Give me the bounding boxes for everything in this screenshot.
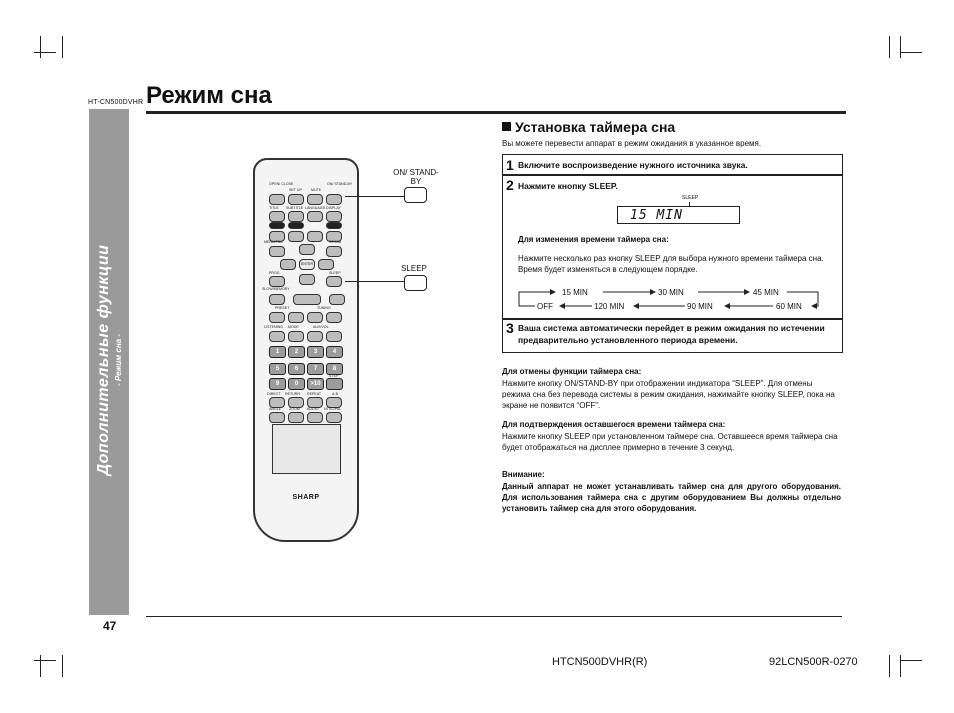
change-time-heading: Для изменения времени таймера сна: — [518, 235, 669, 244]
sequence-15-min: 15 MIN — [562, 288, 588, 297]
callout-sleep-button — [404, 275, 427, 291]
remote-label-step: STEP — [329, 374, 339, 378]
step-3-text: Ваша система автоматически перейдет в режим ожидания по истечении предварительно установленного периода времени. — [518, 323, 825, 345]
remote-menu-button — [269, 246, 285, 257]
remote-up-button — [299, 244, 315, 255]
remote-color-button — [326, 222, 342, 229]
remote-vol-down-button — [307, 331, 323, 342]
section-intro: Вы можете перевести аппарат в режим ожидания в указанное время. — [502, 139, 762, 148]
remote-number-button: 4 — [326, 346, 343, 358]
sequence-120-min: 120 MIN — [594, 302, 625, 311]
remote-left-button — [280, 259, 296, 270]
sequence-90-min: 90 MIN — [687, 302, 713, 311]
crop-mark — [900, 36, 901, 58]
remote-audio-button — [307, 412, 323, 423]
footer-code-left: HTCN500DVHR(R) — [552, 656, 648, 668]
crop-mark — [900, 655, 901, 677]
remote-label-display: DISPLAY — [326, 206, 341, 210]
remote-label-stand: ST/MID — [329, 240, 342, 244]
step-1-number: 1 — [506, 157, 514, 173]
bottom-rule — [146, 616, 842, 617]
remote-ntsc-button — [326, 412, 342, 423]
remote-control — [253, 158, 359, 542]
remote-play-button — [293, 294, 321, 305]
crop-mark — [889, 36, 890, 58]
remote-label-ntsc: NTSC/PAL — [324, 407, 342, 411]
remote-number-button: 6 — [288, 363, 305, 375]
remote-standby-button — [326, 194, 342, 205]
model-code: HT-CN500DVHR — [88, 99, 144, 106]
callout-standby-label: ON/ STAND-BY — [393, 168, 439, 186]
remote-step-button — [326, 378, 343, 390]
change-time-body: Нажмите несколько раз кнопку SLEEP для выбора нужного времени таймера сна. Время будет изменяться в следующем порядке. — [518, 254, 824, 274]
remote-label-preset: PRESET — [275, 306, 290, 310]
remote-label-slow: SLOW/MEMORY — [262, 287, 290, 291]
remote-label-tuning: TUNING — [317, 306, 331, 310]
remote-label-subtitle: SUBTITLE — [286, 206, 304, 210]
remote-rewind-button — [269, 294, 285, 305]
remote-stop-button — [329, 294, 345, 305]
remote-label-setup: SET UP — [289, 188, 302, 192]
remote-label-prog: PROG. — [269, 271, 281, 275]
section-heading — [502, 119, 675, 135]
remote-number-button: 0 — [288, 378, 305, 390]
remote-brand-logo: SHARP — [292, 494, 320, 501]
remote-label-menu: MENU/PBC — [264, 240, 283, 244]
remote-button — [288, 231, 304, 242]
remote-setup-button — [288, 194, 304, 205]
crop-mark — [62, 36, 63, 58]
remote-number-button: 8 — [326, 363, 343, 375]
remote-language-button — [307, 211, 323, 222]
caution-body: Данный аппарат не может устанавливать таймер сна для другого оборудования. Для использования таймера сна с другим оборудованием Вы должны отдельно установить таймер сна для этого оборудования. — [502, 482, 841, 513]
step-3-number: 3 — [506, 320, 514, 336]
section-heading-text: Установка таймера сна — [515, 119, 676, 135]
remote-button — [307, 231, 323, 242]
remote-number-button: 7 — [307, 363, 324, 375]
remote-listening-button — [269, 331, 285, 342]
remote-prog-button — [269, 276, 285, 287]
crop-mark — [900, 660, 922, 661]
lcd-display: 15 MIN — [617, 206, 740, 224]
side-tab-label — [95, 245, 123, 476]
confirm-body: Нажмите кнопку SLEEP при установленном таймере сна. Оставшееся время таймера сна будет отображаться на дисплее примерно в течение 3 секунд. — [502, 432, 838, 452]
remote-label-angle: ANGLE — [269, 407, 282, 411]
remote-mode-button — [288, 331, 304, 342]
step-2-number: 2 — [506, 177, 514, 193]
remote-zoom-button — [288, 412, 304, 423]
remote-number-button: 9 — [269, 378, 286, 390]
remote-number-button: 1 — [269, 346, 286, 358]
step-1-box — [502, 154, 843, 176]
step-1-text: Включите воспроизведение нужного источника звука. — [518, 160, 748, 170]
remote-vol-up-button — [326, 331, 342, 342]
remote-number-button: 2 — [288, 346, 305, 358]
remote-label-mode: MODE — [288, 325, 299, 329]
remote-label-return: RETURN — [285, 392, 300, 396]
remote-label-listening: LISTENING — [264, 325, 283, 329]
crop-mark — [889, 655, 890, 677]
remote-plus10-button: >10 — [307, 378, 324, 390]
callout-sleep-label: SLEEP — [401, 264, 427, 273]
sequence-45-min: 45 MIN — [753, 288, 779, 297]
footer-code-right: 92LCN500R-0270 — [769, 656, 858, 668]
crop-mark — [40, 655, 41, 677]
remote-label-vol: AUX/VOL — [313, 325, 329, 329]
sequence-off: OFF — [537, 302, 553, 311]
remote-stand-button — [326, 246, 342, 257]
remote-preset-down-button — [269, 312, 285, 323]
remote-label-on-standby: ON/ STAND-BY — [327, 182, 353, 186]
sequence-arrows — [515, 285, 827, 315]
page-number: 47 — [103, 619, 117, 633]
remote-mute-button — [307, 194, 323, 205]
remote-label-direct: DIRECT — [267, 392, 281, 396]
callout-standby-line — [345, 196, 404, 197]
remote-label-audio: AUDIO — [307, 407, 319, 411]
square-bullet-icon — [502, 122, 511, 131]
remote-label-zoom: ZOOM — [289, 407, 300, 411]
crop-mark — [34, 660, 56, 661]
remote-color-button — [269, 222, 285, 229]
page-title: Режим сна — [146, 82, 272, 109]
remote-label-repeat: REPEAT — [307, 392, 322, 396]
remote-color-button — [288, 222, 304, 229]
sequence-60-min: 60 MIN — [776, 302, 802, 311]
crop-mark — [900, 52, 922, 53]
side-tab-subtitle: - Режим сна - — [114, 334, 123, 386]
remote-label-ab: A-B — [332, 392, 338, 396]
remote-display-button — [326, 211, 342, 222]
display-sleep-indicator: SLEEP — [682, 195, 699, 201]
callout-sleep-line — [345, 281, 404, 282]
crop-mark — [62, 655, 63, 677]
remote-down-button — [299, 274, 315, 285]
remote-tuning-down-button — [307, 312, 323, 323]
remote-enter-button: ENTER — [299, 259, 315, 270]
remote-label-mute: MUTE — [311, 188, 322, 192]
remote-label-sleep: SLEEP — [329, 271, 341, 275]
title-rule — [146, 111, 846, 114]
remote-label-title: TITLE — [269, 206, 279, 210]
remote-angle-button — [269, 412, 285, 423]
confirm-heading: Для подтверждения оставшегося времени таймера сна: — [502, 420, 726, 429]
step-3-box — [502, 318, 843, 353]
remote-label-open-close: OPEN/ CLOSE — [269, 182, 294, 186]
remote-open-close-button — [269, 194, 285, 205]
cancel-heading: Для отмены функции таймера сна: — [502, 367, 642, 376]
crop-mark — [40, 36, 41, 58]
remote-number-button: 5 — [269, 363, 286, 375]
step-2-text: Нажмите кнопку SLEEP. — [518, 181, 618, 191]
remote-label-language: LANGUAGE — [305, 206, 325, 210]
side-tab-title: Дополнительные функции — [95, 244, 112, 476]
remote-number-button: 3 — [307, 346, 324, 358]
caution-heading: Внимание: — [502, 470, 545, 479]
crop-mark — [34, 52, 56, 53]
cancel-body: Нажмите кнопку ON/STAND-BY при отображении индикатора “SLEEP”. Для отмены режима сна без перевода системы в режим ожидания, нажимайте кнопку SLEEP, пока на экране не появится “OFF”. — [502, 379, 835, 410]
remote-preset-up-button — [288, 312, 304, 323]
remote-sleep-button — [326, 276, 342, 287]
remote-subtitle-button — [288, 211, 304, 222]
remote-right-button — [318, 259, 334, 270]
remote-title-button — [269, 211, 285, 222]
remote-panel — [272, 424, 341, 474]
remote-tuning-up-button — [326, 312, 342, 323]
sequence-30-min: 30 MIN — [658, 288, 684, 297]
callout-standby-button — [404, 187, 427, 203]
